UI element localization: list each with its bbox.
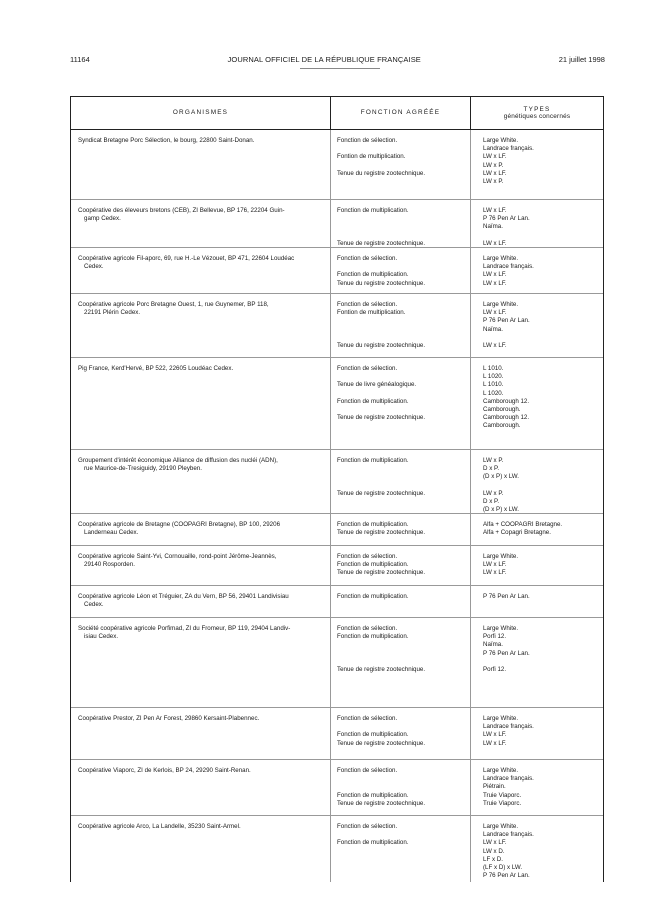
types-cell bbox=[471, 248, 603, 293]
fonction-line bbox=[331, 856, 470, 864]
organisme-name: Coopérative agricole Léon et Tréguier, ZA du Vern, BP 56, 29401 Landivisiau bbox=[78, 593, 289, 600]
type-line: Porfi 12. bbox=[483, 633, 507, 641]
fonction-line bbox=[331, 872, 470, 880]
type-line: D x P. bbox=[483, 497, 500, 505]
fonction-cell bbox=[331, 248, 471, 293]
fonction-line bbox=[331, 473, 470, 481]
fonction-line bbox=[331, 406, 470, 414]
table-row bbox=[71, 760, 603, 816]
table-row bbox=[71, 618, 603, 708]
organisme-address-cont: isiau Cedex. bbox=[84, 633, 119, 641]
type-line: Landrace français. bbox=[483, 831, 534, 839]
fonction-line bbox=[331, 831, 470, 839]
table-row bbox=[71, 514, 603, 546]
fonction-cell bbox=[331, 760, 471, 815]
fonction-line bbox=[331, 650, 470, 658]
table-row bbox=[71, 708, 603, 760]
fonction-cell bbox=[331, 618, 471, 707]
type-line: P 76 Pen Ar Lan. bbox=[483, 649, 530, 657]
fonction-line bbox=[331, 465, 470, 473]
fonction-line bbox=[331, 848, 470, 856]
fonction-line: Fontion de multiplication. bbox=[337, 309, 406, 317]
fonction-line: Fonction de sélection. bbox=[337, 301, 398, 308]
types-cell bbox=[471, 514, 603, 545]
type-line: LW x P. bbox=[483, 177, 504, 185]
fonction-line bbox=[331, 482, 470, 490]
type-line: LW x LF. bbox=[483, 569, 507, 577]
fonction-line bbox=[331, 232, 470, 240]
organisme-address-cont: rue Maurice-de-Tresiguidy, 29190 Pleyben. bbox=[84, 465, 202, 473]
fonction-line bbox=[331, 162, 470, 170]
fonction-line: Fonction de multiplication. bbox=[337, 397, 409, 405]
type-line: Landrace français. bbox=[483, 775, 534, 783]
fonction-cell bbox=[331, 450, 471, 513]
table-row bbox=[71, 248, 603, 294]
fonction-line: Fonction de multiplication. bbox=[337, 839, 409, 847]
type-line: LW x LF. bbox=[483, 309, 507, 317]
organisme-name: Coopérative agricole Saint-Yvi, Cornouaille, rond-point Jérôme-Jeannès, bbox=[78, 553, 277, 560]
organisme-cell bbox=[71, 708, 331, 759]
organisme-name: Coopérative Prestor, ZI Pen Ar Forest, 29860 Kersaint-Plabennec. bbox=[78, 715, 260, 722]
types-cell bbox=[471, 586, 603, 617]
page-header bbox=[70, 52, 605, 66]
type-line: Landrace français. bbox=[483, 145, 534, 153]
type-line: Porfi 12. bbox=[483, 665, 507, 673]
organisme-name: Coopérative agricole Arco, La Landelle, 35230 Saint-Armel. bbox=[78, 823, 241, 830]
table-row bbox=[71, 546, 603, 586]
fonction-line: Fonction de sélection. bbox=[337, 767, 398, 774]
organisme-address-cont: Cedex. bbox=[84, 263, 104, 271]
fonction-cell bbox=[331, 358, 471, 449]
type-line: Landrace français. bbox=[483, 263, 534, 271]
fonction-line bbox=[331, 178, 470, 186]
types-cell bbox=[471, 294, 603, 357]
type-line: LW x LF. bbox=[483, 207, 507, 214]
organisme-name: Coopérative agricole Fil-aporc, 69, rue H.-Le Vézouet, BP 471, 22604 Loudéac bbox=[78, 255, 295, 262]
organisme-cell bbox=[71, 546, 331, 585]
fonction-line: Fonction de multiplication. bbox=[337, 457, 409, 464]
fonction-cell bbox=[331, 546, 471, 585]
type-line: Large White. bbox=[483, 625, 519, 632]
type-line: P 76 Pen Ar Lan. bbox=[483, 215, 530, 223]
fonction-line: Fonction de sélection. bbox=[337, 137, 398, 144]
fonction-line: Fonction de multiplication. bbox=[337, 271, 409, 279]
fonction-line: Fonction de sélection. bbox=[337, 625, 398, 632]
type-line: LW x LF. bbox=[483, 279, 507, 287]
table-row bbox=[71, 130, 603, 200]
fonction-cell bbox=[331, 708, 471, 759]
type-line: L 1020. bbox=[483, 373, 504, 381]
organisme-cell bbox=[71, 514, 331, 545]
organisme-cell bbox=[71, 618, 331, 707]
header-fonction: FONCTION AGRÉÉE bbox=[331, 97, 471, 129]
fonction-line: Fonction de sélection. bbox=[337, 823, 398, 830]
fonction-line: Tenue du registre zootechnique. bbox=[337, 169, 426, 177]
fonction-line bbox=[331, 775, 470, 783]
type-line: P 76 Pen Ar Lan. bbox=[483, 317, 530, 325]
organisme-cell bbox=[71, 248, 331, 293]
type-line: Alfa + Copagri Bretagne. bbox=[483, 529, 551, 537]
organisme-cell bbox=[71, 200, 331, 247]
type-line: Camborough. bbox=[483, 422, 521, 430]
fonction-line bbox=[331, 641, 470, 649]
fonction-cell bbox=[331, 586, 471, 617]
header-types: TYPES génétiques concernés bbox=[503, 105, 571, 120]
fonction-line: Fontion de multiplication. bbox=[337, 153, 406, 161]
type-line: LW x LF. bbox=[483, 739, 507, 747]
type-line: P 76 Pen Ar Lan. bbox=[483, 593, 530, 600]
organisme-cell bbox=[71, 450, 331, 513]
fonction-line bbox=[331, 317, 470, 325]
types-cell bbox=[471, 130, 603, 199]
organisme-name: Coopérative des éleveurs bretons (CEB), ZI Bellevue, BP 176, 22204 Guin- bbox=[78, 207, 285, 214]
type-line: Large White. bbox=[483, 823, 519, 830]
header-rule bbox=[300, 68, 380, 69]
types-cell bbox=[471, 760, 603, 815]
types-cell bbox=[471, 618, 603, 707]
type-line: Large White. bbox=[483, 137, 519, 144]
organisme-address-cont: gamp Cedex. bbox=[84, 215, 121, 223]
type-line: Camborough. bbox=[483, 405, 521, 413]
fonction-line: Fonction de sélection. bbox=[337, 255, 398, 262]
type-line: (D x P) x LW. bbox=[483, 473, 519, 481]
fonction-line: Tenue de registre zootechnique. bbox=[337, 739, 426, 747]
type-line: LW x LF. bbox=[483, 731, 507, 739]
fonction-line bbox=[331, 145, 470, 153]
fonction-line bbox=[331, 215, 470, 223]
type-line: Landrace français. bbox=[483, 723, 534, 731]
type-line: LW x LF. bbox=[483, 239, 507, 247]
type-line: Truie Viaporc. bbox=[483, 791, 522, 799]
type-line: D x P. bbox=[483, 465, 500, 473]
type-line bbox=[471, 482, 603, 490]
types-cell bbox=[471, 816, 603, 882]
type-line: LW x LF. bbox=[483, 153, 507, 161]
fonction-line: Tenue de registre zootechnique. bbox=[337, 665, 426, 673]
organisme-name: Coopérative agricole Porc Bretagne Ouest, 1, rue Guynemer, BP 118, bbox=[78, 301, 269, 308]
type-line: Large White. bbox=[483, 767, 519, 774]
type-line: Large White. bbox=[483, 553, 519, 560]
type-line: L 1020. bbox=[483, 389, 504, 397]
type-line: Alfa + COOPAGRI Bretagne. bbox=[483, 521, 563, 528]
type-line: Large White. bbox=[483, 255, 519, 262]
fonction-line bbox=[331, 326, 470, 334]
fonction-line: Tenue de registre zootechnique. bbox=[337, 239, 426, 247]
fonction-line: Tenue du registre zootechnique. bbox=[337, 341, 426, 349]
type-line: LW x P. bbox=[483, 457, 504, 464]
type-line: Camborough 12. bbox=[483, 414, 530, 422]
fonction-line bbox=[331, 223, 470, 231]
fonction-line bbox=[331, 783, 470, 791]
type-line: LW x P. bbox=[483, 489, 504, 497]
fonction-line bbox=[331, 498, 470, 506]
fonction-line: Fonction de sélection. bbox=[337, 365, 398, 372]
fonction-line: Fonction de sélection. bbox=[337, 553, 398, 560]
fonction-line: Tenue de registre zootechnique. bbox=[337, 569, 426, 577]
organisme-name: Coopérative agricole de Bretagne (COOPAGRI Bretagne), BP 100, 29206 bbox=[78, 521, 281, 528]
fonction-cell bbox=[331, 130, 471, 199]
fonction-line: Fonction de multiplication. bbox=[337, 593, 409, 600]
fonction-line bbox=[331, 723, 470, 731]
type-line: LW x LF. bbox=[483, 561, 507, 569]
fonction-line: Fonction de multiplication. bbox=[337, 521, 409, 528]
type-line: LW x D. bbox=[483, 847, 505, 855]
table-row bbox=[71, 294, 603, 358]
organisme-cell bbox=[71, 358, 331, 449]
table-row bbox=[71, 200, 603, 248]
fonction-line: Tenue de registre zootechnique. bbox=[337, 799, 426, 807]
fonction-line bbox=[331, 390, 470, 398]
header-organismes: ORGANISMES bbox=[71, 97, 331, 129]
type-line: (D x P) x LW. bbox=[483, 506, 519, 514]
organisme-cell bbox=[71, 130, 331, 199]
types-cell bbox=[471, 708, 603, 759]
type-line: LW x LF. bbox=[483, 839, 507, 847]
organisme-name: Pig France, Kerd'Hervé, BP 522, 22605 Loudéac Cedex. bbox=[78, 365, 234, 372]
table-row bbox=[71, 816, 603, 882]
fonction-line: Fonction de multiplication. bbox=[337, 633, 409, 641]
fonction-line: Fonction de sélection. bbox=[337, 715, 398, 722]
fonction-line bbox=[331, 658, 470, 666]
fonction-line: Fonction de multiplication. bbox=[337, 791, 409, 799]
type-line: L 1010. bbox=[483, 381, 504, 389]
fonction-cell bbox=[331, 816, 471, 882]
type-line: L 1010. bbox=[483, 365, 504, 372]
fonction-line bbox=[331, 334, 470, 342]
type-line: LW x LF. bbox=[483, 271, 507, 279]
type-line: P 76 Pen Ar Lan. bbox=[483, 872, 530, 880]
type-line: LW x LF. bbox=[483, 341, 507, 349]
type-line: LW x P. bbox=[483, 161, 504, 169]
fonction-line: Tenue de livre généalogique. bbox=[337, 381, 417, 389]
type-line: LF x D. bbox=[483, 855, 503, 863]
types-cell bbox=[471, 200, 603, 247]
organisme-name: Syndicat Bretagne Porc Sélection, le bourg, 22800 Saint-Donan. bbox=[78, 137, 255, 144]
organisme-name: Société coopérative agricole Porfimad, ZI du Fromeur, BP 119, 29404 Landiv- bbox=[78, 625, 291, 632]
fonction-line: Fonction de multiplication. bbox=[337, 731, 409, 739]
fonction-cell bbox=[331, 514, 471, 545]
organisme-address-cont: Cedex. bbox=[84, 601, 104, 609]
fonction-line: Tenue du registre zootechnique. bbox=[337, 279, 426, 287]
organisme-name: Groupement d'intérêt économique Alliance de diffusion des nucléi (ADN), bbox=[78, 457, 278, 464]
types-cell bbox=[471, 546, 603, 585]
table-row bbox=[71, 450, 603, 514]
organisms-table bbox=[70, 96, 604, 882]
organisme-address-cont: 22191 Plérin Cedex. bbox=[84, 309, 141, 317]
header-types-sub: génétiques concernés bbox=[503, 113, 571, 120]
fonction-line: Fonction de multiplication. bbox=[337, 561, 409, 569]
publication-date: 21 juillet 1998 bbox=[558, 54, 605, 64]
fonction-line bbox=[331, 864, 470, 872]
organisme-address-cont: Landerneau Cedex. bbox=[84, 529, 139, 537]
type-line: Naïma. bbox=[483, 223, 503, 231]
page-number: 11164 bbox=[70, 54, 90, 64]
organisme-cell bbox=[71, 760, 331, 815]
organisme-name: Coopérative Viaporc, ZI de Kerlois, BP 24, 29290 Saint-Renan. bbox=[78, 767, 251, 774]
fonction-line: Tenue de registre zootechnique. bbox=[337, 529, 426, 537]
fonction-line bbox=[331, 263, 470, 271]
organisme-cell bbox=[71, 294, 331, 357]
fonction-line: Tenue de registre zootechnique. bbox=[337, 414, 426, 422]
type-line bbox=[471, 334, 603, 342]
type-line: Naïma. bbox=[483, 641, 503, 649]
types-cell bbox=[471, 358, 603, 449]
fonction-line: Fonction de multiplication. bbox=[337, 207, 409, 214]
organisme-address-cont: 29140 Rosporden. bbox=[84, 561, 135, 569]
type-line: Naïma. bbox=[483, 325, 503, 333]
type-line: Truie Viaporc. bbox=[483, 799, 522, 807]
fonction-line bbox=[331, 422, 470, 430]
type-line: LW x LF. bbox=[483, 169, 507, 177]
type-line: Large White. bbox=[483, 715, 519, 722]
type-line: (LF x D) x LW. bbox=[483, 863, 523, 871]
table-row bbox=[71, 358, 603, 450]
table-row bbox=[71, 586, 603, 618]
fonction-cell bbox=[331, 200, 471, 247]
table-header bbox=[71, 97, 603, 130]
fonction-line: Tenue de registre zootechnique. bbox=[337, 489, 426, 497]
organisme-cell bbox=[71, 586, 331, 617]
table-body bbox=[71, 130, 603, 882]
journal-title: JOURNAL OFFICIEL DE LA RÉPUBLIQUE FRANÇAISE bbox=[227, 54, 421, 64]
types-cell bbox=[471, 450, 603, 513]
fonction-line bbox=[331, 373, 470, 381]
type-line: Camborough 12. bbox=[483, 397, 530, 405]
type-line bbox=[471, 658, 603, 666]
organisme-cell bbox=[71, 816, 331, 882]
type-line: Piétrain. bbox=[483, 783, 506, 791]
type-line: Large White. bbox=[483, 301, 519, 308]
type-line bbox=[471, 232, 603, 240]
fonction-cell bbox=[331, 294, 471, 357]
